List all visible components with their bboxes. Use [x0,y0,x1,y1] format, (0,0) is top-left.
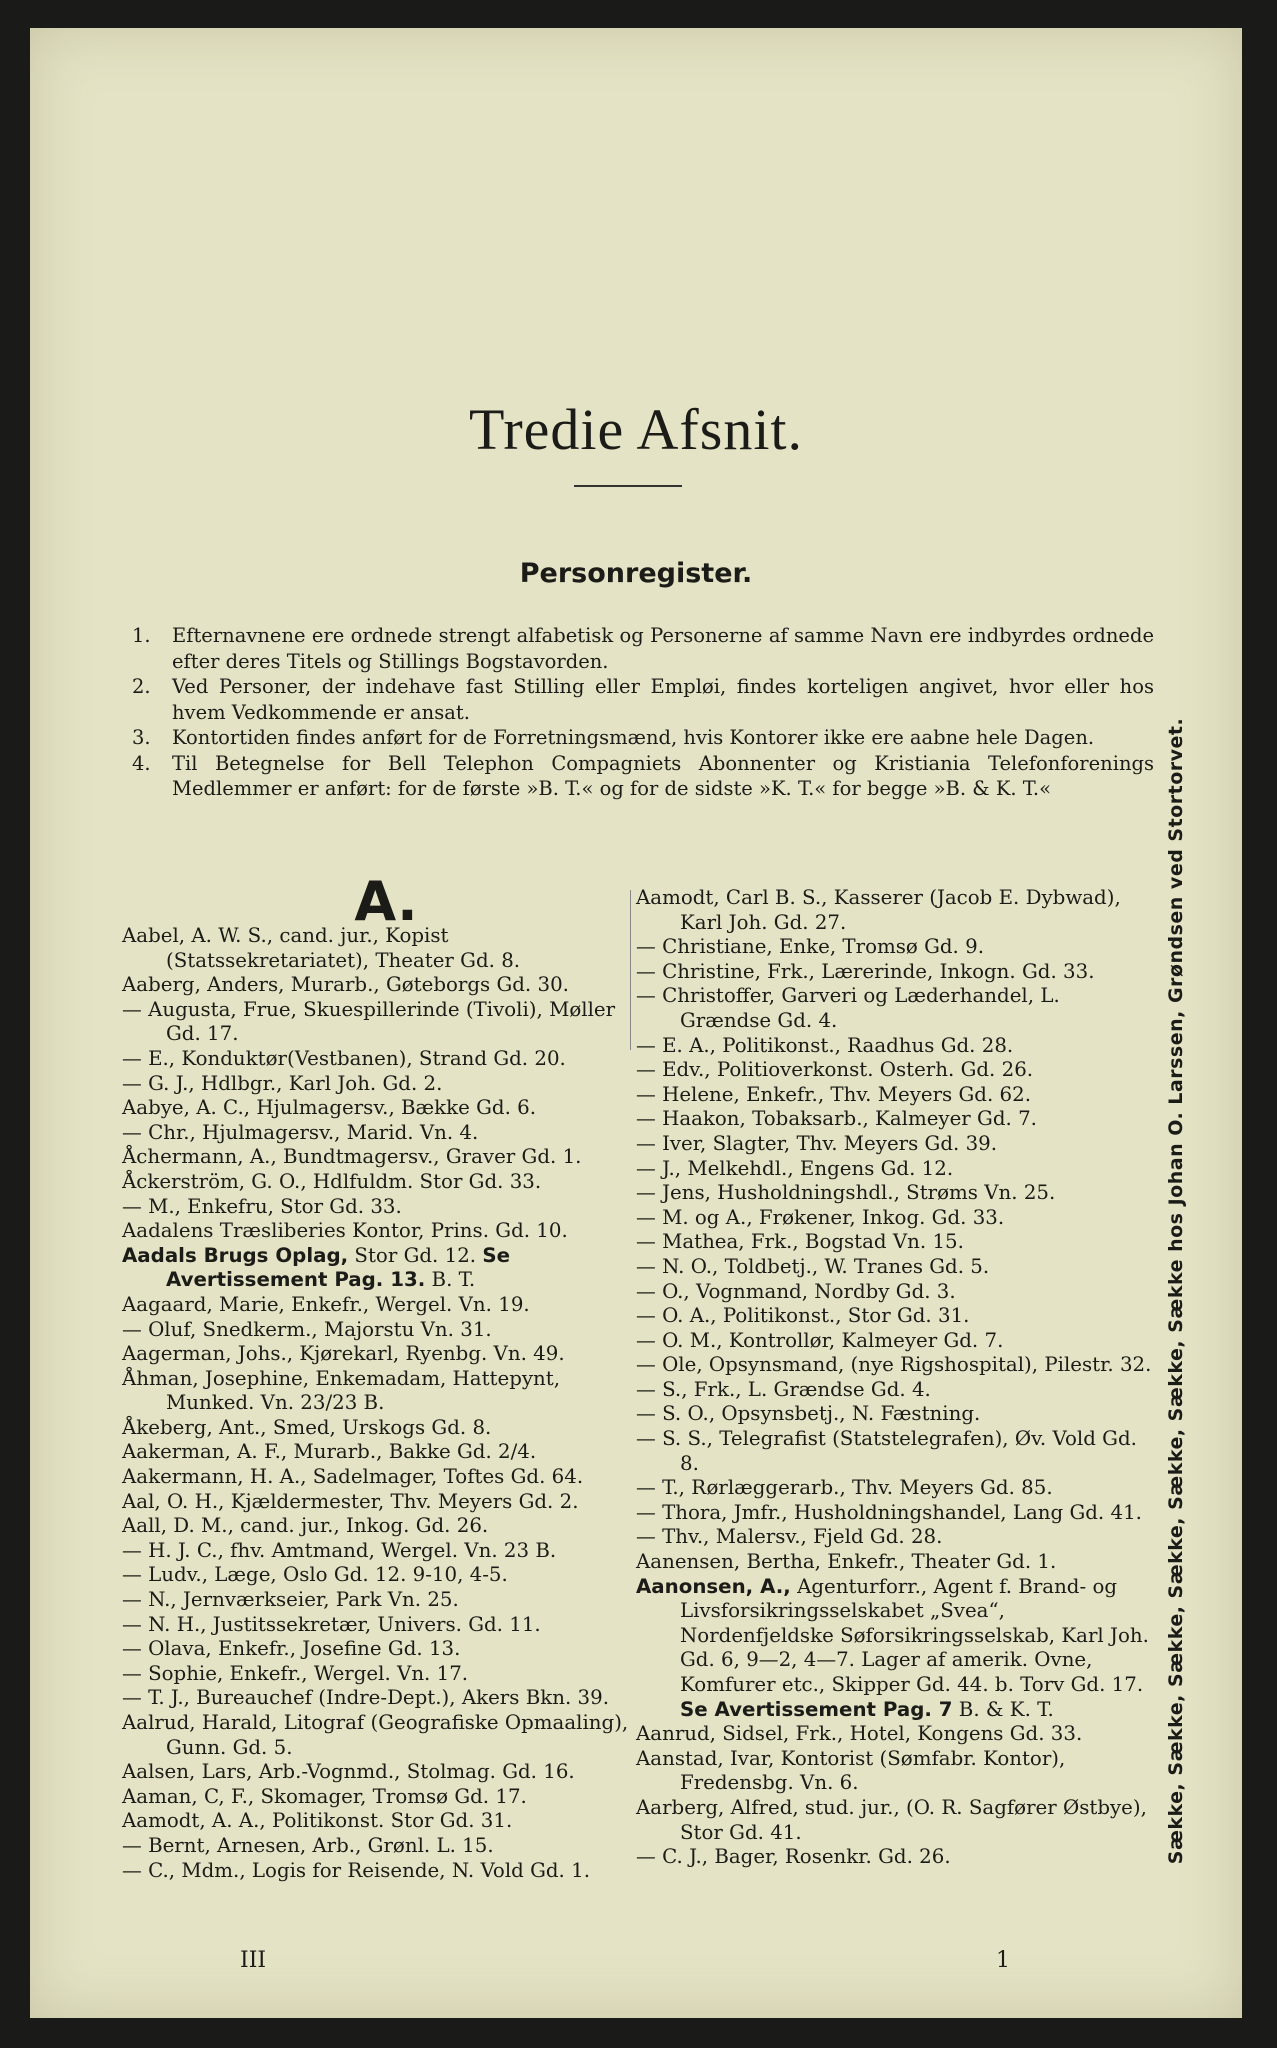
directory-entry: — O. M., Kontrollør, Kalmeyer Gd. 7. [636,1328,1004,1352]
page-number: 1 [996,1948,1010,1973]
directory-entry: — S., Frk., L. Grændse Gd. 4. [636,1377,931,1401]
directory-entry: — C., Mdm., Logis for Reisende, N. Vold Gd. 1. [122,1858,591,1882]
register-subtitle: Personregister. [519,558,753,589]
left-column [122,870,650,1883]
rule-number: 3. [132,726,151,749]
rule-text: Til Betegnelse for Bell Telephon Compagniets Abonnenter og Kristiania Telefonforenings Medlemmer er anført: for de første »B. T.« og for de sidste »K. T.« for begge »B. & K. T.« [172,751,1154,800]
directory-entry: — E., Konduktør(Vestbanen), Strand Gd. 20. [122,1046,566,1070]
rule-item [132,725,1154,751]
directory-entry: Aarberg, Alfred, stud. jur., (O. R. Sagfører Østbye), Stor Gd. 41. [636,1795,1147,1844]
directory-entry: — N. H., Justitssekretær, Univers. Gd. 11. [122,1612,541,1636]
directory-entry: — E. A., Politikonst., Raadhus Gd. 28. [636,1033,1014,1057]
directory-entry: Aabel, A. W. S., cand. jur., Kopist (Statssekretariatet), Theater Gd. 8. [122,924,521,972]
directory-entry: — Mathea, Frk., Bogstad Vn. 15. [636,1230,964,1254]
directory-entry: — Sophie, Enkefr., Wergel. Vn. 17. [122,1661,469,1685]
section-letter: A. [354,870,418,933]
directory-entry: — N. O., Toldbetj., W. Tranes Gd. 5. [636,1254,990,1278]
rule-number: 1. [132,624,151,647]
directory-entry: — Augusta, Frue, Skuespillerinde (Tivoli), Møller Gd. 17. [122,997,616,1046]
rule-text: Kontortiden findes anført for de Forretningsmænd, hvis Kontorer ikke ere aabne hele Dagen. [172,726,1095,749]
directory-entry: Aadalens Træsliberies Kontor, Prins. Gd. 10. [122,1219,568,1243]
section-title: Tredie Afsnit. [468,397,804,462]
rule-number: 4. [132,751,151,775]
directory-entry: Aagaard, Marie, Enkefr., Wergel. Vn. 19. [122,1292,530,1316]
directory-entry [636,1575,1156,1723]
rule-number: 2. [132,675,151,698]
entry-bold-text: Aanonsen, A., [636,1574,791,1598]
directory-entry: Aanrud, Sidsel, Frk., Hotel, Kongens Gd. 33. [636,1722,1083,1746]
directory-entry: Aamodt, Carl B. S., Kasserer (Jacob E. Dybwad), Karl Joh. Gd. 27. [636,886,1121,934]
title-divider [574,485,682,487]
directory-entry: — Thora, Jmfr., Husholdningshandel, Lang Gd. 41. [636,1500,1142,1524]
directory-entry: — Jens, Husholdningshdl., Strøms Vn. 25. [636,1181,1056,1205]
directory-entry: — Christoffer, Garveri og Læderhandel, L. Grændse Gd. 4. [636,984,1060,1032]
directory-entry: Åchermann, A., Bundtmagersv., Graver Gd. 1. [122,1145,582,1169]
directory-entry: Åckerström, G. O., Hdlfuldm. Stor Gd. 33. [122,1169,542,1193]
entry-bold-text: Aadals Brugs Oplag, [122,1243,349,1267]
entry-text: Stor Gd. 12. [348,1243,483,1267]
directory-entry: — S. O., Opsynsbetj., N. Fæstning. [636,1402,981,1426]
directory-entry: — M., Enkefru, Stor Gd. 33. [122,1194,402,1218]
directory-entry: — Bernt, Arnesen, Arb., Grønl. L. 15. [122,1833,494,1857]
directory-entry: — Thv., Malersv., Fjeld Gd. 28. [636,1525,943,1549]
directory-entry: — T., Rørlæggerarb., Thv. Meyers Gd. 85. [636,1476,1053,1500]
directory-entry: — J., Melkehdl., Engens Gd. 12. [636,1156,954,1180]
directory-entry: — N., Jernværkseier, Park Vn. 25. [122,1588,459,1612]
directory-page [30,28,1242,2018]
directory-entry: Aakermann, H. A., Sadelmager, Toftes Gd. 64. [122,1465,584,1489]
directory-entry: — Ludv., Læge, Oslo Gd. 12. 9-10, 4-5. [122,1563,508,1587]
directory-entry: — Haakon, Tobaksarb., Kalmeyer Gd. 7. [636,1107,1037,1131]
rule-text: Efternavnene ere ordnede strengt alfabetisk og Personerne af samme Navn ere indbyrdes ordnede efter deres Titels og Stillings Bogstavorden. [172,624,1154,673]
directory-entry: — G. J., Hdlbgr., Karl Joh. Gd. 2. [122,1071,443,1095]
directory-entry: — Oluf, Snedkerm., Majorstu Vn. 31. [122,1317,492,1341]
directory-entry: — Christiane, Enke, Tromsø Gd. 9. [636,935,984,959]
directory-entry: — Edv., Politioverkonst. Osterh. Gd. 26. [636,1058,1034,1082]
directory-entry: — O. A., Politikonst., Stor Gd. 31. [636,1304,970,1328]
directory-entry: Aalsen, Lars, Arb.-Vognmd., Stolmag. Gd. 16. [122,1760,575,1784]
directory-entry: — M. og A., Frøkener, Inkog. Gd. 33. [636,1205,1005,1229]
directory-entry: Aagerman, Johs., Kjørekarl, Ryenbg. Vn. 49. [122,1342,565,1366]
rule-item [132,623,1154,674]
register-rules [132,623,1154,802]
directory-entry: Aall, D. M., cand. jur., Inkog. Gd. 26. [122,1514,489,1538]
directory-entry: — Iver, Slagter, Thv. Meyers Gd. 39. [636,1131,998,1155]
directory-entry: — Olava, Enkefr., Josefine Gd. 13. [122,1637,461,1661]
folio-roman: III [240,1948,267,1973]
directory-entry: — Christine, Frk., Lærerinde, Inkogn. Gd. 33. [636,959,1095,983]
rule-item [132,674,1154,725]
directory-entry: Aakerman, A. F., Murarb., Bakke Gd. 2/4. [122,1440,537,1464]
directory-entry: — Ole, Opsynsmand, (nye Rigshospital), Pilestr. 32. [636,1353,1152,1377]
directory-entry: Aamodt, A. A., Politikonst. Stor Gd. 31. [122,1809,513,1833]
directory-entry: Aaman, C, F., Skomager, Tromsø Gd. 17. [122,1784,527,1808]
directory-entry: — O., Vognmand, Nordby Gd. 3. [636,1279,956,1303]
directory-entry: — H. J. C., fhv. Amtmand, Wergel. Vn. 23 B. [122,1538,557,1562]
directory-entry: Aanensen, Bertha, Enkefr., Theater Gd. 1. [636,1550,1057,1574]
directory-entry: Åkeberg, Ant., Smed, Urskogs Gd. 8. [122,1415,492,1439]
column-divider [630,890,631,1050]
directory-entry: Aal, O. H., Kjældermester, Thv. Meyers Gd. 2. [122,1489,579,1513]
rule-text: Ved Personer, der indehave fast Stilling eller Empløi, findes korteligen angivet, hvor eller hos hvem Vedkommende er ansat. [172,675,1154,724]
directory-entry: — T. J., Bureauchef (Indre-Dept.), Akers Bkn. 39. [122,1686,610,1710]
directory-entry: Aanstad, Ivar, Kontorist (Sømfabr. Kontor), Fredensbg. Vn. 6. [636,1746,1066,1795]
entry-bold-text: Se Avertissement Pag. 13. [166,1243,511,1292]
directory-entry: Aaberg, Anders, Murarb., Gøteborgs Gd. 30. [122,973,569,997]
side-advertisement-text: Sække, Sække, Sække, Sække, Sække, Sække, Sække hos Johan O. Larssen, Grøndsen ved Stortorvet. [1165,717,1187,1864]
directory-entry: — Chr., Hjulmagersv., Marid. Vn. 4. [122,1120,479,1144]
side-advertisement [1156,633,1196,1948]
directory-entry: Aalrud, Harald, Litograf (Geografiske Opmaaling), Gunn. Gd. 5. [122,1711,629,1759]
directory-entry: Aabye, A. C., Hjulmagersv., Bække Gd. 6. [122,1096,537,1120]
entry-bold-text: Se Avertissement Pag. 7 [680,1697,953,1721]
directory-entry: — Helene, Enkefr., Thv. Meyers Gd. 62. [636,1082,1031,1106]
rule-item [132,751,1154,802]
right-column [636,886,1156,1870]
directory-entry: — C. J., Bager, Rosenkr. Gd. 26. [636,1845,951,1869]
directory-entry: — S. S., Telegrafist (Statstelegrafen), Øv. Vold Gd. 8. [636,1427,1137,1475]
entry-text: Agenturforr., Agent f. Brand- og Livsforsikringsselskabet „Svea“, Nordenfjeldske Søforsikringsselskab, Karl Joh. Gd. 6, 9—2, 4—7. Lager af amerik. Ovne, Komfurer etc., Skipper Gd. 44. b. Torv Gd. 17. [680,1574,1149,1696]
directory-entry: Åhman, Josephine, Enkemadam, Hattepynt, Munked. Vn. 23/23 B. [122,1366,561,1415]
entry-text: B. T. [425,1268,476,1292]
entry-text: B. & K. T. [952,1697,1054,1721]
directory-entry [122,1244,650,1293]
